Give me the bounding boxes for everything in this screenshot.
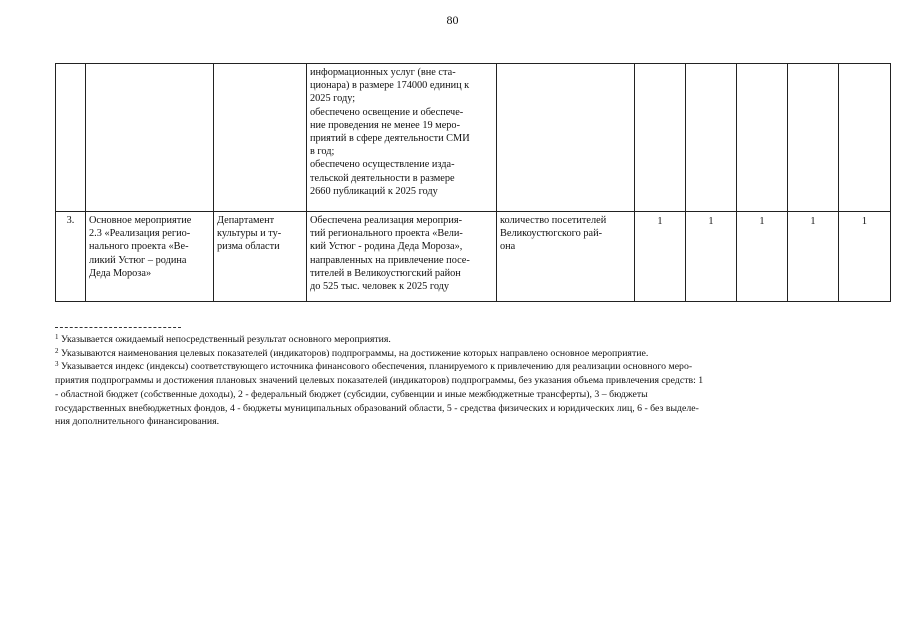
footnote-mark: 3 <box>55 360 59 369</box>
row-number: 3. <box>56 212 86 302</box>
cell-source-3: 1 <box>737 212 788 302</box>
result-line: направленных на привлечение посе- <box>310 254 470 266</box>
executor-line: культуры и ту- <box>217 228 282 240</box>
cell-value-empty <box>686 64 737 212</box>
footnote-3-line: ния дополнительного финансирования. <box>55 416 220 428</box>
event-line: Основное мероприятие <box>89 215 192 226</box>
cell-indicator-empty <box>497 64 635 212</box>
result-line: 2025 году; <box>310 93 356 105</box>
result-line: тий регионального проекта «Вели- <box>310 228 463 240</box>
cell-expected-result <box>307 212 497 302</box>
cell-event-name <box>86 212 214 302</box>
event-line: Деда Мороза» <box>89 267 152 279</box>
footnote-mark: 2 <box>55 346 59 355</box>
cell-value-empty <box>635 64 686 212</box>
indicator-line: она <box>500 241 516 253</box>
executor-line: Департамент <box>217 215 275 226</box>
page-number: 80 <box>446 13 459 27</box>
cell-indicator <box>497 212 635 302</box>
cell-value-empty <box>737 64 788 212</box>
table-row-continuation <box>56 64 891 212</box>
result-line: 2660 публикаций к 2025 году <box>310 185 438 197</box>
result-line: обеспечено освещение и обеспече- <box>310 106 464 118</box>
cell-event-empty <box>86 64 214 212</box>
result-line: ние проведения не менее 19 меро- <box>310 119 460 131</box>
footnote-separator <box>55 327 181 328</box>
table-row-3 <box>56 212 891 302</box>
result-line: обеспечено осуществление изда- <box>310 159 455 171</box>
executor-line: ризма области <box>217 241 280 253</box>
footnote-2 <box>55 347 850 361</box>
cell-expected-result <box>307 64 497 212</box>
result-line: Обеспечена реализация мероприя- <box>310 215 463 226</box>
result-line: тельской деятельности в размере <box>310 172 455 184</box>
event-line: нального проекта «Ве- <box>89 241 189 253</box>
cell-value-empty <box>839 64 891 212</box>
result-line: кий Устюг - родина Деда Мороза», <box>310 241 463 253</box>
footnote-text: Указывается индекс (индексы) соответствующего источника финансового обеспечения, планируемого к привлечению для реализации основного меро- <box>60 361 693 373</box>
result-line: до 525 тыс. человек к 2025 году <box>310 281 450 293</box>
footnote-3-line: - областной бюджет (собственные доходы), 2 - федеральный бюджет (субсидии, субвенции и иные межбюджетные трансферты), 3 – бюджеты <box>55 388 648 400</box>
event-line: 2.3 «Реализация регио- <box>89 228 191 240</box>
footnote-text: Указывается ожидаемый непосредственный результат основного мероприятия. <box>60 334 391 345</box>
indicator-line: Великоустюгского рай- <box>500 228 603 240</box>
cell-number-empty <box>56 64 86 212</box>
cell-source-2: 1 <box>686 212 737 302</box>
cell-value-empty <box>788 64 839 212</box>
cell-source-5: 1 <box>839 212 891 302</box>
footnote-text: Указываются наименования целевых показателей (индикаторов) подпрограммы, на достижение которых направлено основное мероприятие. <box>60 347 649 359</box>
measures-table <box>55 63 891 302</box>
indicator-line: количество посетителей <box>500 215 607 226</box>
cell-source-1: 1 <box>635 212 686 302</box>
footnote-3-line: приятия подпрограммы и достижения плановых значений целевых показателей (индикаторов) подпрограммы, без указания объема привлечения средств: 1 <box>55 375 704 387</box>
footnote-1 <box>55 333 850 347</box>
cell-executor <box>214 212 307 302</box>
cell-executor-empty <box>214 64 307 212</box>
result-line: приятий в сфере деятельности СМИ <box>310 133 470 145</box>
footnotes <box>55 333 850 429</box>
result-line: ционара) в размере 174000 единиц к <box>310 80 470 92</box>
result-line: тителей в Великоустюгский район <box>310 267 461 279</box>
result-line: в год; <box>310 146 335 158</box>
event-line: ликий Устюг – родина <box>89 254 187 266</box>
footnote-3 <box>55 360 850 374</box>
footnote-mark: 1 <box>55 333 59 341</box>
cell-source-4: 1 <box>788 212 839 302</box>
result-line: информационных услуг (вне ста- <box>310 67 456 78</box>
footnote-3-line: государственных внебюджетных фондов, 4 - бюджеты муниципальных образований области, 5 - средства физических и юридических лиц, 6 - без выделе- <box>55 402 699 414</box>
